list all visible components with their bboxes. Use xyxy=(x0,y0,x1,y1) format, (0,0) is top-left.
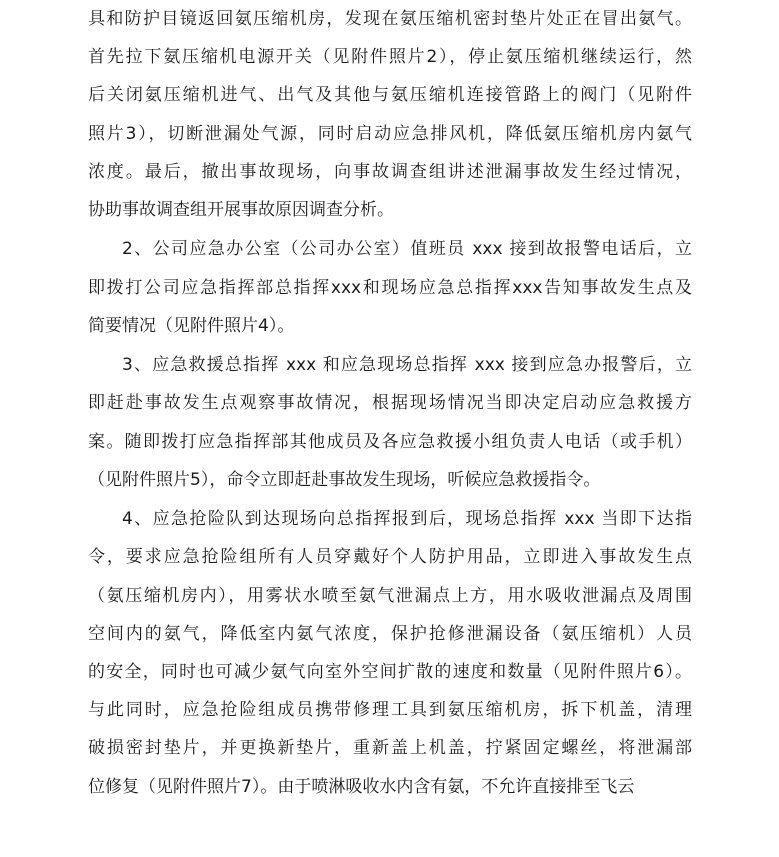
text-line: 破损密封垫片，并更换新垫片，重新盖上机盖，拧紧固定螺丝，将泄漏部 xyxy=(88,738,692,759)
paragraph xyxy=(88,0,692,229)
paragraph xyxy=(88,500,692,806)
text-line: 简要情况（见附件照片4）。 xyxy=(88,315,295,336)
text-line: 位修复（见附件照片7）。由于喷淋吸收水内含有氨，不允许直接排至飞云 xyxy=(88,776,635,797)
text-line: 协助事故调查组开展事故原因调查分析。 xyxy=(88,199,394,220)
text-line: 即拨打公司应急指挥部总指挥xxx和现场应急总指挥xxx告知事故发生点及 xyxy=(88,277,692,298)
text-line: 案。随即拨打应急指挥部其他成员及各应急救援小组负责人电话（或手机） xyxy=(88,431,692,452)
text-line: （氨压缩机房内），用雾状水喷至氨气泄漏点上方，用水吸收泄漏点及周围 xyxy=(88,585,692,606)
text-line: 照片3），切断泄漏处气源，同时启动应急排风机，降低氨压缩机房内氨气 xyxy=(88,123,692,144)
text-line: 浓度。最后，撤出事故现场，向事故调查组讲述泄漏事故发生经过情况， xyxy=(88,161,692,182)
text-line: 后关闭氨压缩机进气、出气及其他与氨压缩机连接管路上的阀门（见附件 xyxy=(88,85,692,106)
text-line: 首先拉下氨压缩机电源开关（见附件照片2），停止氨压缩机继续运行，然 xyxy=(88,47,692,68)
text-line: 2、公司应急办公室（公司办公室）值班员 xxx 接到故报警电话后，立 xyxy=(122,239,692,260)
text-line: 与此同时，应急抢险组成员携带修理工具到氨压缩机房，拆下机盖，清理 xyxy=(88,700,692,721)
text-line: （见附件照片5），命令立即赶赴事故发生现场，听候应急救援指令。 xyxy=(88,469,601,490)
text-line: 令，要求应急抢险组所有人员穿戴好个人防护用品，立即进入事故发生点 xyxy=(88,547,692,568)
text-line: 3、应急救援总指挥 xxx 和应急现场总指挥 xxx 接到应急办报警后，立 xyxy=(122,355,692,376)
text-line: 具和防护目镜返回氨压缩机房，发现在氨压缩机密封垫片处正在冒出氨气。 xyxy=(88,9,692,29)
paragraph xyxy=(88,346,692,499)
text-line: 4、应急抢险队到达现场向总指挥报到后，现场总指挥 xxx 当即下达指 xyxy=(122,509,692,530)
paragraph xyxy=(88,230,692,345)
text-line: 的安全，同时也可减少氨气向室外空间扩散的速度和数量（见附件照片6）。 xyxy=(88,661,692,682)
text-line: 空间内的氨气，降低室内氨气浓度，保护抢修泄漏设备（氨压缩机）人员 xyxy=(88,623,692,644)
text-line: 即赶赴事故发生点观察事故情况，根据现场情况当即决定启动应急救援方 xyxy=(88,393,692,414)
